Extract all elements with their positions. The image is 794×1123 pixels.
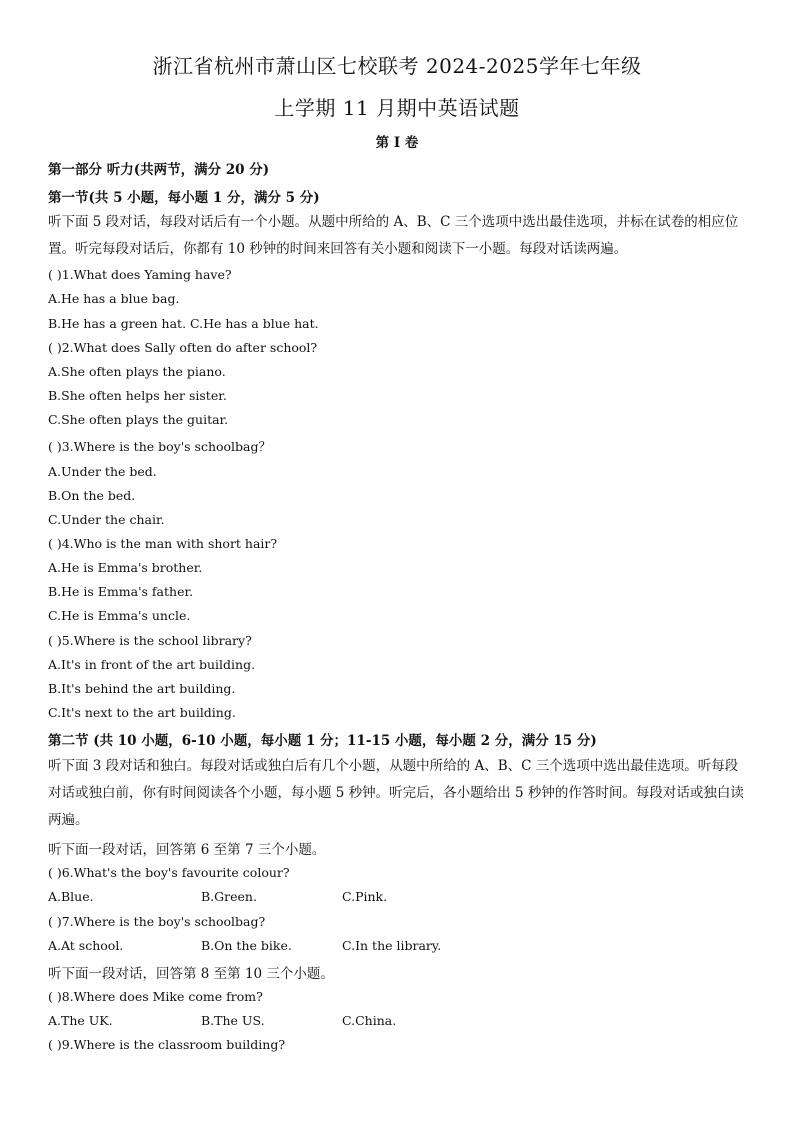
question-4-option-c: C.He is Emma's uncle. (48, 608, 191, 623)
question-4: ( )4.Who is the man with short hair? (48, 536, 278, 551)
question-3: ( )3.Where is the boy's schoolbag？ (48, 439, 272, 454)
question-4-option-b: B.He is Emma's father. (48, 584, 194, 599)
question-1-option-a: A.He has a blue bag. (48, 291, 180, 306)
question-3-option-c: C.Under the chair. (48, 512, 165, 527)
question-7-option-b: B.On the bike. (201, 938, 292, 953)
dialog2-intro: 听下面一段对话，回答第 8 至第 10 三个小题。 (48, 966, 334, 982)
question-6-option-c: C.Pink. (342, 889, 388, 904)
question-2-option-c: C.She often plays the guitar. (48, 412, 229, 427)
question-7-option-a: A.At school. (48, 938, 124, 953)
exam-title-line2: 上学期 11 月期中英语试题 (274, 96, 520, 120)
question-4-option-a: A.He is Emma's brother. (48, 560, 203, 575)
question-8-options (48, 1013, 648, 1029)
question-9: ( )9.Where is the classroom building? (48, 1037, 286, 1052)
question-7-options (48, 938, 648, 954)
question-6-option-a: A.Blue. (48, 889, 94, 904)
exam-title-line1: 浙江省杭州市萧山区七校联考 2024-2025学年七年级 (152, 54, 642, 78)
question-5-option-c: C.It's next to the art building. (48, 705, 236, 720)
question-7: ( )7.Where is the boy's schoolbag? (48, 914, 266, 929)
question-1: ( )1.What does Yaming have? (48, 267, 232, 282)
question-5-option-b: B.It's behind the art building. (48, 681, 236, 696)
section2-heading: 第二节 (共 10 小题，6-10 小题，每小题 1 分；11-15 小题，每小题 2 分，满分 15 分) (48, 733, 597, 749)
question-8-option-b: B.The US. (201, 1013, 265, 1028)
question-2: ( )2.What does Sally often do after school? (48, 340, 318, 355)
question-3-option-b: B.On the bed. (48, 488, 136, 503)
question-8: ( )8.Where does Mike come from? (48, 989, 263, 1004)
question-6: ( )6.What's the boy's favourite colour? (48, 865, 290, 880)
question-1-option-bc: B.He has a green hat. C.He has a blue hat. (48, 316, 319, 331)
dialog1-intro: 听下面一段对话，回答第 6 至第 7 三个小题。 (48, 842, 326, 858)
question-5-option-a: A.It's in front of the art building. (48, 657, 256, 672)
volume-label: 第 I 卷 (375, 135, 419, 151)
section1-heading: 第一节(共 5 小题，每小题 1 分，满分 5 分) (48, 190, 320, 206)
section1-instructions: 听下面 5 段对话，每段对话后有一个小题。从题中所给的 A、B、C 三个选项中选出最佳选项，并标在试卷的相应位置。听完每段对话后，你都有 10 秒钟的时间来回答有关小题和阅读下一小题。每段对话读两遍。 (48, 214, 739, 257)
question-6-options (48, 889, 648, 905)
part1-heading: 第一部分 听力(共两节，满分 20 分) (48, 162, 270, 178)
question-5: ( )5.Where is the school library? (48, 633, 252, 648)
question-6-option-b: B.Green. (201, 889, 257, 904)
question-2-option-a: A.She often plays the piano. (48, 364, 226, 379)
question-2-option-b: B.She often helps her sister. (48, 388, 227, 403)
question-7-option-c: C.In the library. (342, 938, 442, 953)
question-8-option-c: C.China. (342, 1013, 397, 1028)
section2-instructions: 听下面 3 段对话和独白。每段对话或独白后有几个小题，从题中所给的 A、B、C 三个选项中选出最佳选项。听每段对话或独白前，你有时间阅读各个小题，每小题 5 秒钟。听完后，各小题给出 5 秒钟的作答时间。每段对话或独白读两遍。 (48, 758, 744, 828)
question-8-option-a: A.The UK. (48, 1013, 113, 1028)
question-3-option-a: A.Under the bed. (48, 464, 157, 479)
